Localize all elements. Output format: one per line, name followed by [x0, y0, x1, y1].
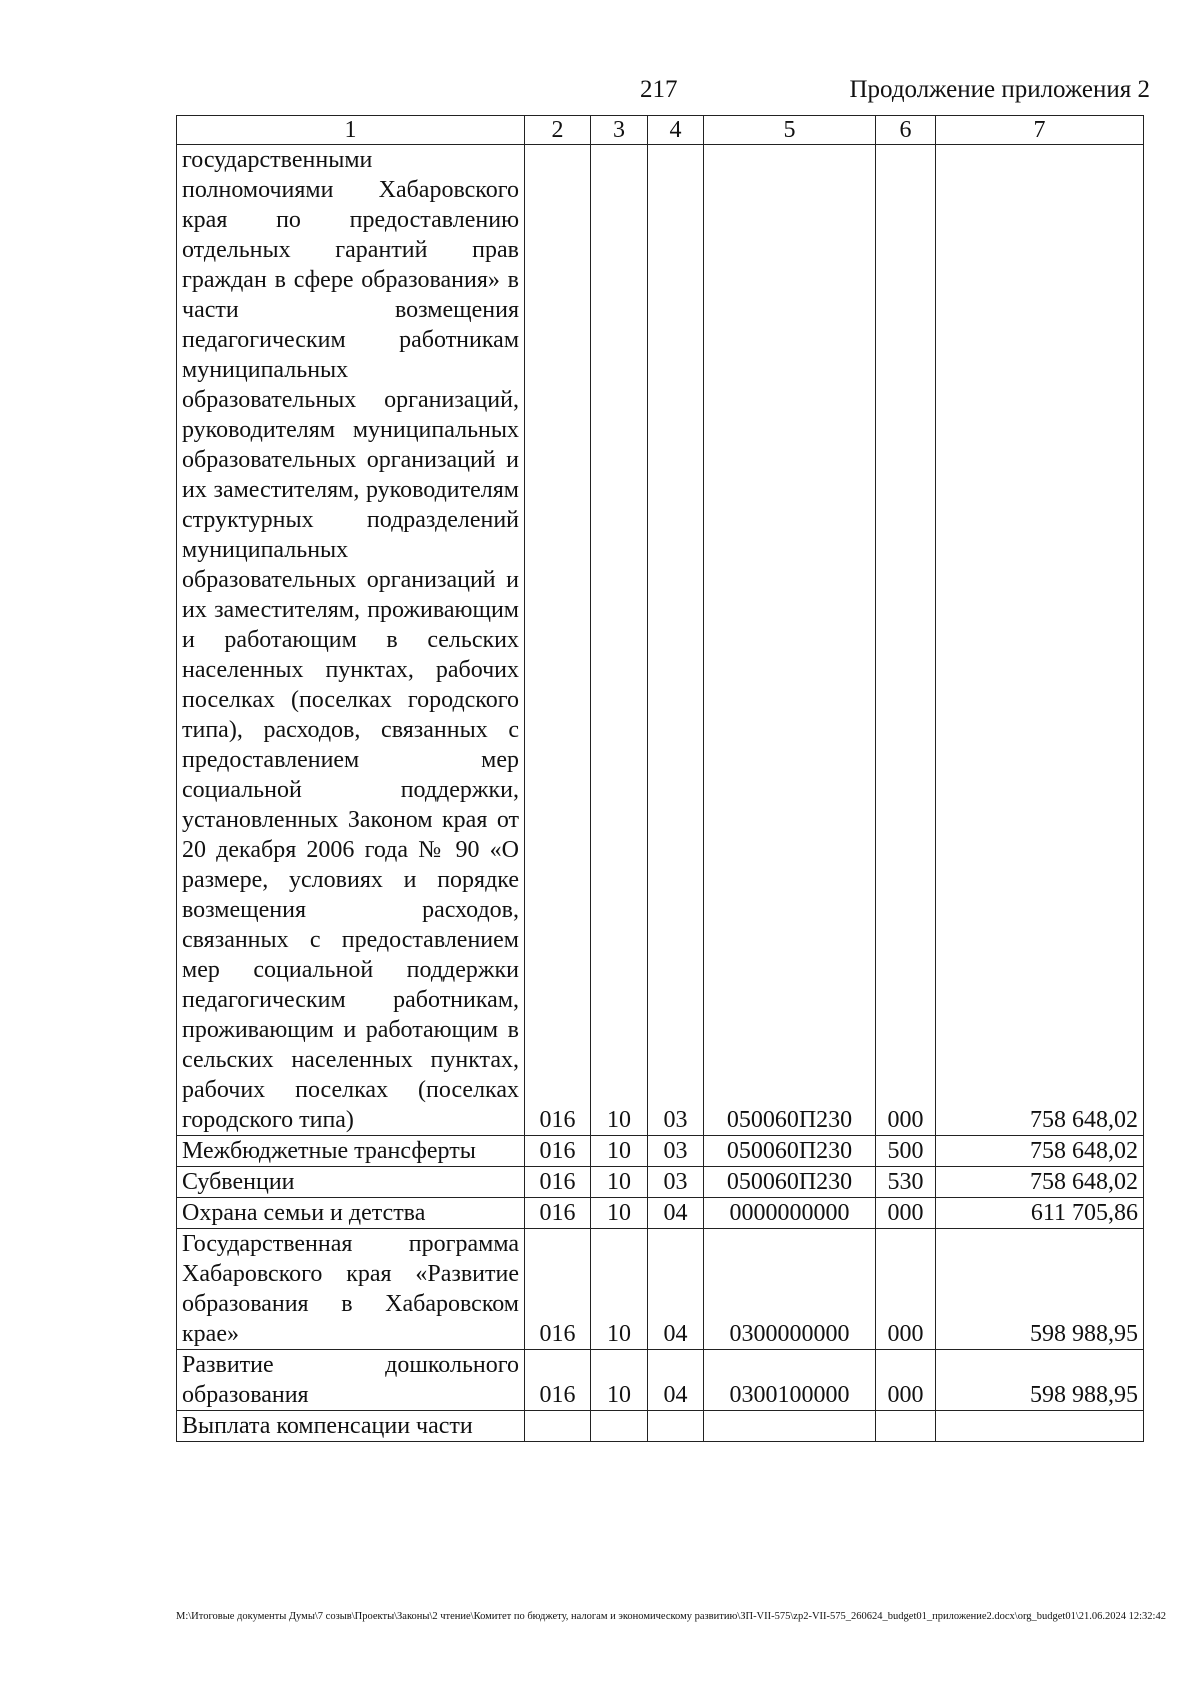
table-header-row — [177, 116, 1144, 145]
cell-expense-type: 000 — [876, 145, 936, 1136]
cell-target-article: 0300100000 — [704, 1350, 876, 1411]
cell-subsection-code: 03 — [648, 145, 704, 1136]
cell-expense-type: 000 — [876, 1350, 936, 1411]
row-description: Субвенции — [177, 1167, 525, 1198]
column-header: 7 — [936, 116, 1144, 145]
column-header: 2 — [525, 116, 591, 145]
page-number: 217 — [640, 76, 678, 103]
cell-section-code — [591, 1411, 648, 1442]
cell-amount — [936, 1411, 1144, 1442]
cell-target-article: 050060П230 — [704, 1167, 876, 1198]
cell-amount: 758 648,02 — [936, 145, 1144, 1136]
cell-ministry-code: 016 — [525, 1350, 591, 1411]
row-description: Выплата компенсации части — [177, 1411, 525, 1442]
table-row — [177, 1198, 1144, 1229]
cell-amount: 611 705,86 — [936, 1198, 1144, 1229]
cell-subsection-code: 03 — [648, 1167, 704, 1198]
cell-amount: 758 648,02 — [936, 1136, 1144, 1167]
cell-ministry-code: 016 — [525, 1136, 591, 1167]
cell-target-article: 050060П230 — [704, 145, 876, 1136]
table-row — [177, 1167, 1144, 1198]
column-header: 1 — [177, 116, 525, 145]
cell-amount: 598 988,95 — [936, 1229, 1144, 1350]
table-row — [177, 1229, 1144, 1350]
cell-section-code: 10 — [591, 1136, 648, 1167]
table-row — [177, 1136, 1144, 1167]
cell-section-code: 10 — [591, 1167, 648, 1198]
cell-section-code: 10 — [591, 1198, 648, 1229]
cell-section-code: 10 — [591, 1229, 648, 1350]
cell-section-code: 10 — [591, 1350, 648, 1411]
table-row — [177, 1411, 1144, 1442]
column-header: 6 — [876, 116, 936, 145]
cell-section-code: 10 — [591, 145, 648, 1136]
cell-subsection-code: 04 — [648, 1198, 704, 1229]
cell-target-article — [704, 1411, 876, 1442]
column-header: 3 — [591, 116, 648, 145]
cell-subsection-code: 04 — [648, 1350, 704, 1411]
cell-target-article: 0300000000 — [704, 1229, 876, 1350]
row-description: Межбюджетные трансферты — [177, 1136, 525, 1167]
table-row — [177, 145, 1144, 1136]
row-description: Государственная программа Хабаровского края «Развитие образования в Хабаровском крае» — [177, 1229, 525, 1350]
cell-subsection-code: 04 — [648, 1229, 704, 1350]
cell-ministry-code: 016 — [525, 1167, 591, 1198]
row-description: государственными полномочиями Хабаровского края по предоставлению отдельных гарантий прав граждан в сфере образования» в части возмещения педагогическим работникам муниципальных образовательных организаций, руководителям муниципальных образовательных организаций и их заместителям, руководителям структурных подразделений муниципальных образовательных организаций и их заместителям, проживающим и работающим в сельских населенных пунктах, рабочих поселках (поселках городского типа), расходов, связанных с предоставлением мер социальной поддержки, установленных Законом края от 20 декабря 2006 года № 90 «О размере, условиях и порядке возмещения расходов, связанных с предоставлением мер социальной поддержки педагогическим работникам, проживающим и работающим в сельских населенных пунктах, рабочих поселках (поселках городского типа) — [177, 145, 525, 1136]
column-header: 5 — [704, 116, 876, 145]
row-description: Охрана семьи и детства — [177, 1198, 525, 1229]
cell-ministry-code: 016 — [525, 1229, 591, 1350]
appendix-continuation-label: Продолжение приложения 2 — [849, 76, 1150, 103]
cell-ministry-code: 016 — [525, 145, 591, 1136]
cell-ministry-code: 016 — [525, 1198, 591, 1229]
cell-expense-type: 530 — [876, 1167, 936, 1198]
document-path-footer: M:\Итоговые документы Думы\7 созыв\Проекты\Законы\2 чтение\Комитет по бюджету, налогам и экономическому развитию\ЗП-VII-575\zp2-VII-575_260624_budget01_приложение2.docx\org_budget01\21.06.2024 12:32:42 — [176, 1611, 1166, 1622]
cell-amount: 598 988,95 — [936, 1350, 1144, 1411]
cell-ministry-code — [525, 1411, 591, 1442]
cell-subsection-code: 03 — [648, 1136, 704, 1167]
cell-amount: 758 648,02 — [936, 1167, 1144, 1198]
cell-target-article: 050060П230 — [704, 1136, 876, 1167]
row-description: Развитие дошкольного образования — [177, 1350, 525, 1411]
table-row — [177, 1350, 1144, 1411]
cell-subsection-code — [648, 1411, 704, 1442]
cell-expense-type: 000 — [876, 1198, 936, 1229]
cell-target-article: 0000000000 — [704, 1198, 876, 1229]
cell-expense-type: 000 — [876, 1229, 936, 1350]
budget-table — [176, 115, 1144, 1442]
cell-expense-type — [876, 1411, 936, 1442]
cell-expense-type: 500 — [876, 1136, 936, 1167]
column-header: 4 — [648, 116, 704, 145]
